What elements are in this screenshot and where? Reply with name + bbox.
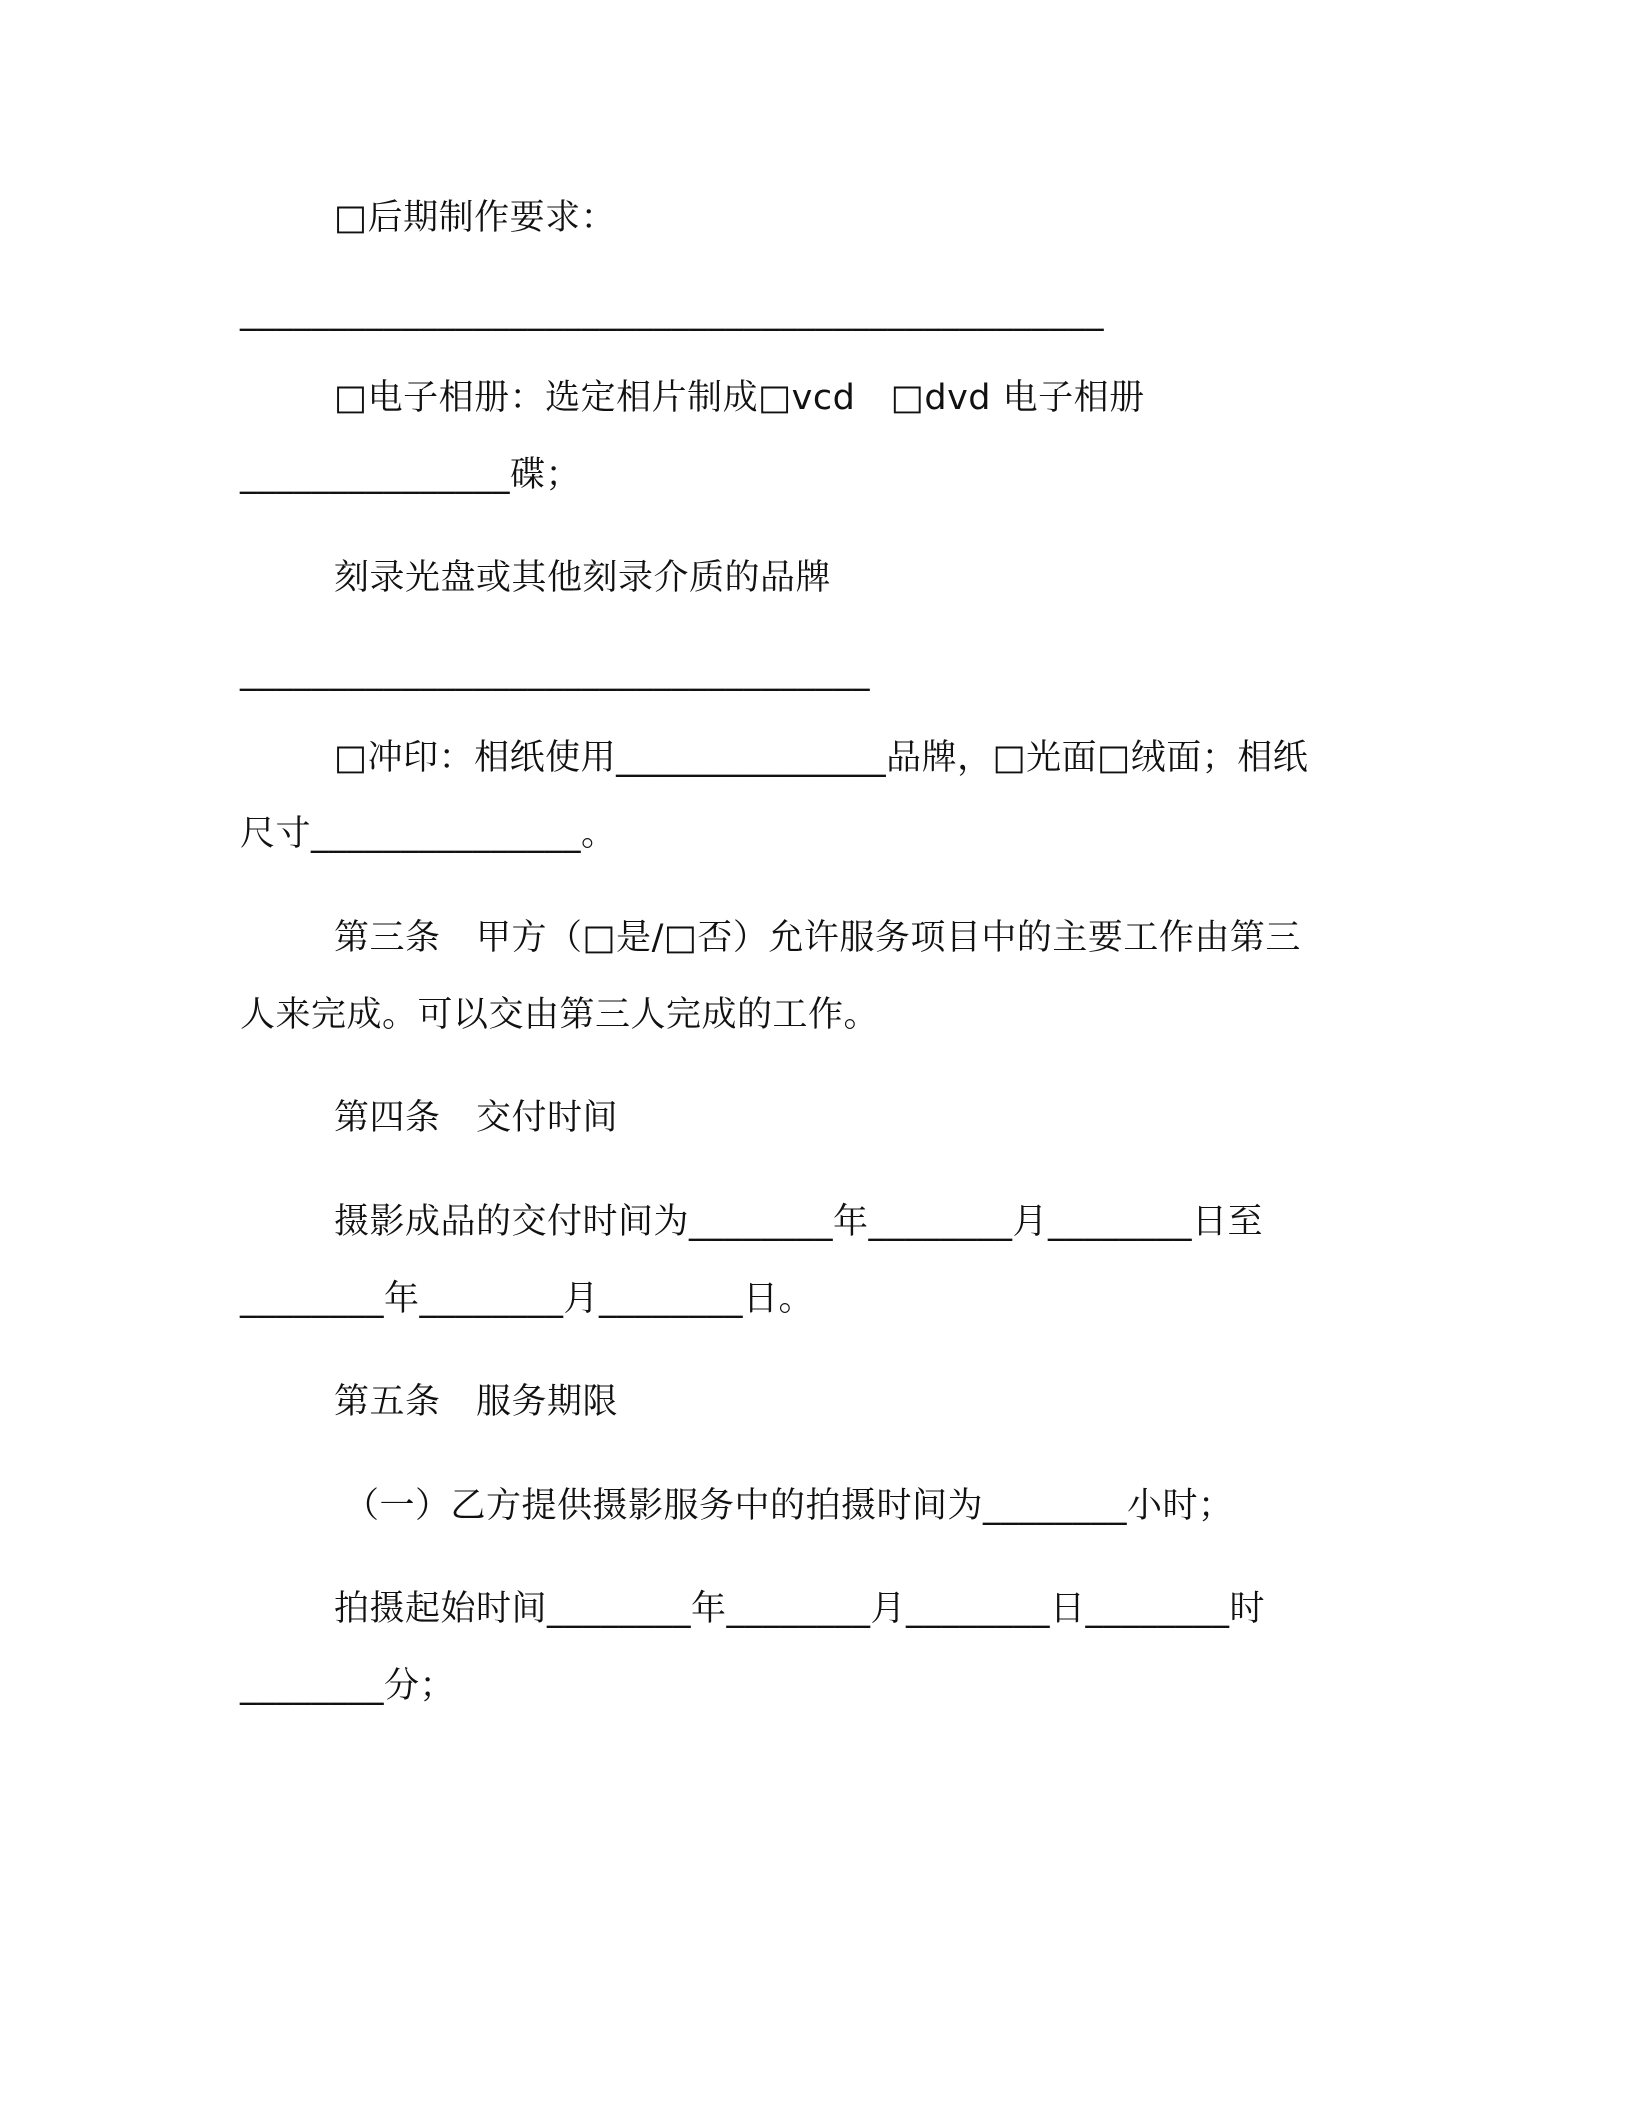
shooting-duration-line: （一）乙方提供摄影服务中的拍摄时间为________小时； <box>344 1486 1234 1526</box>
electronic-album-option: □电子相册：选定相片制成□vcd □dvd 电子相册 <box>334 378 1145 418</box>
paper-size-line: 尺寸_______________。 <box>240 814 617 854</box>
shooting-start-minute: ________分； <box>240 1666 456 1706</box>
article-four-heading: 第四条 交付时间 <box>334 1098 619 1138</box>
printing-option: □冲印：相纸使用_______________品牌，□光面□绒面；相纸 <box>334 738 1309 778</box>
disc-count-line: _______________碟； <box>240 455 582 495</box>
article-three-continued: 人来完成。可以交由第三人完成的工作。 <box>240 995 880 1035</box>
delivery-time-continued: ________年________月________日。 <box>240 1279 815 1319</box>
disc-brand-blank: ___________________________________ <box>240 652 870 692</box>
shooting-start-time: 拍摄起始时间________年________月________日________时 <box>334 1589 1266 1629</box>
article-five-heading: 第五条 服务期限 <box>334 1382 619 1422</box>
delivery-time-line: 摄影成品的交付时间为________年________月________日至 <box>334 1202 1264 1242</box>
post-production-requirement: □后期制作要求： <box>334 198 617 238</box>
post-production-blank: ________________________________________________ <box>240 292 1104 332</box>
article-three: 第三条 甲方（□是/□否）允许服务项目中的主要工作由第三 <box>334 918 1301 958</box>
disc-brand-label: 刻录光盘或其他刻录介质的品牌 <box>334 558 832 598</box>
